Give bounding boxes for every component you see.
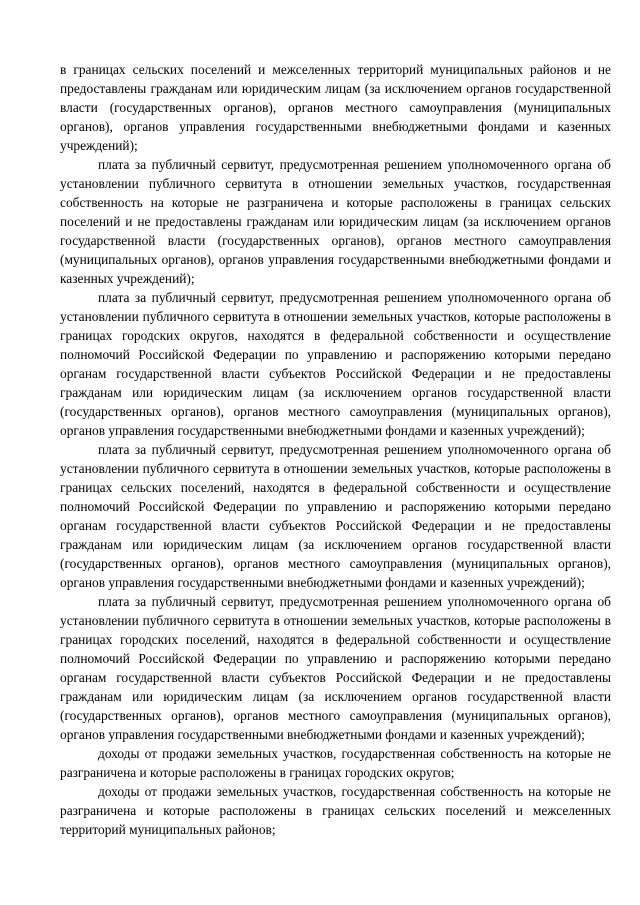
document-body (60, 60, 611, 839)
paragraph-easement-fee-rural-settlements-federal: плата за публичный сервитут, предусмотренная решением уполномоченного органа об установлении публичного сервитута в отношении земельных участков, которые расположены в границах сельских поселений, находятся в федеральной собственности и осуществление полномочий Российской Федерации по управлению и распоряжению которыми передано органам государственной власти субъектов Российской Федерации и не предоставлены гражданам или юридическим лицам (за исключением органов государственной власти (государственных органов), органов местного самоуправления (муниципальных органов), органов управления государственными внебюджетными фондами и казенных учреждений); (60, 442, 611, 590)
paragraph-easement-fee-rural-unallocated: плата за публичный сервитут, предусмотренная решением уполномоченного органа об установлении публичного сервитута в отношении земельных участков, государственная собственность на которые не разграничена и которые расположены в границах сельских поселений и не предоставлены гражданам или юридическим лицам (за исключением органов государственной власти (государственных органов), органов местного самоуправления (муниципальных органов), органов управления государственными внебюджетными фондами и казенных учреждений); (60, 157, 611, 286)
paragraph-easement-fee-urban-settlements-federal: плата за публичный сервитут, предусмотренная решением уполномоченного органа об установлении публичного сервитута в отношении земельных участков, которые расположены в границах городских поселений, находятся в федеральной собственности и осуществление полномочий Российской Федерации по управлению и распоряжению которыми передано органам государственной власти субъектов Российской Федерации и не предоставлены гражданам или юридическим лицам (за исключением органов государственной власти (государственных органов), органов местного самоуправления (муниципальных органов), органов управления государственными внебюджетными фондами и казенных учреждений); (60, 594, 611, 742)
paragraph-continuation: в границах сельских поселений и межселенных территорий муниципальных районов и не предоставлены гражданам или юридическим лицам (за исключением органов государственной власти (государственных органов), органов местного самоуправления (муниципальных органов), органов управления государственными внебюджетными фондами и казенных учреждений); (60, 62, 611, 153)
paragraph-land-sale-income-urban-districts: доходы от продажи земельных участков, государственная собственность на которые не разграничена и которые расположены в границах городских округов; (60, 746, 611, 780)
paragraph-easement-fee-urban-districts-federal: плата за публичный сервитут, предусмотренная решением уполномоченного органа об установлении публичного сервитута в отношении земельных участков, которые расположены в границах городских округов, находятся в федеральной собственности и осуществление полномочий Российской Федерации по управлению и распоряжению которыми передано органам государственной власти субъектов Российской Федерации и не предоставлены гражданам или юридическим лицам (за исключением органов государственной власти (государственных органов), органов местного самоуправления (муниципальных органов), органов управления государственными внебюджетными фондами и казенных учреждений); (60, 290, 611, 438)
paragraph-land-sale-income-rural-settlements: доходы от продажи земельных участков, государственная собственность на которые не разграничена и которые расположены в границах сельских поселений и межселенных территорий муниципальных районов; (60, 784, 611, 837)
